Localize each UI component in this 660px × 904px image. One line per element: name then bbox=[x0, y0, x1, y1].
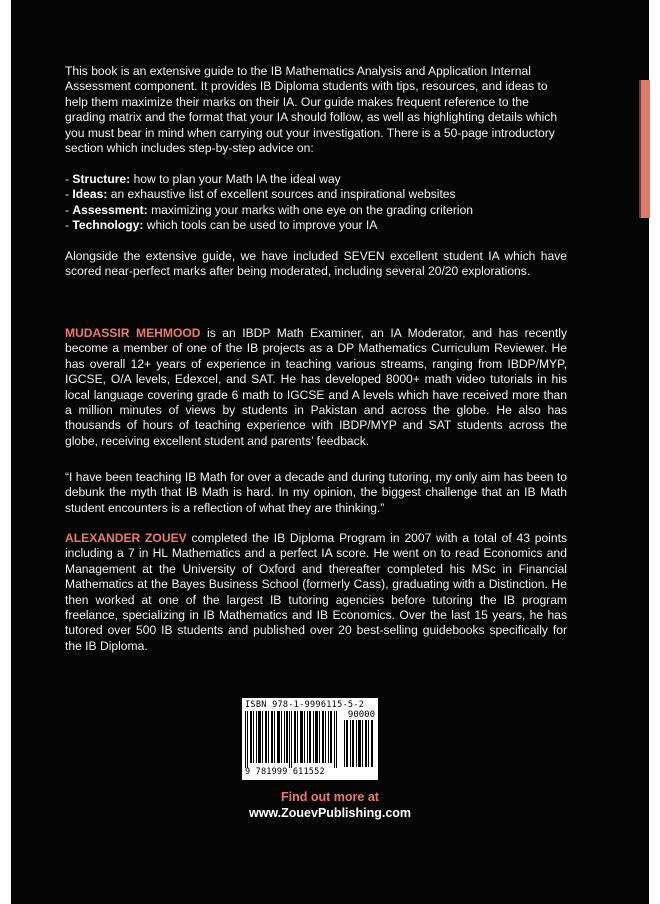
barcode-digits: 9 781999 611552 bbox=[245, 767, 325, 777]
author1-quote: “I have been teaching IB Math for over a decade and during tutoring, my only aim has been to debunk the myth that IB Math is hard. In my opinion, the biggest challenge that an IB Math student encounters is a reflection of what they are thinking.” bbox=[65, 470, 567, 515]
author1-name: MUDASSIR MEHMOOD bbox=[65, 326, 201, 340]
list-item: - Assessment: maximizing your marks with one eye on the grading criterion bbox=[65, 202, 474, 217]
author2-name: ALEXANDER ZOUEV bbox=[65, 531, 187, 545]
list-item: - Technology: which tools can be used to improve your IA bbox=[65, 218, 378, 233]
intro-paragraph bbox=[65, 64, 567, 156]
accent-bar bbox=[641, 80, 650, 218]
isbn-label: ISBN 978-1-9996115-5-2 bbox=[245, 700, 365, 710]
find-out-label: Find out more at bbox=[281, 790, 379, 804]
addon-bars-icon bbox=[344, 720, 375, 767]
website-link[interactable]: www.ZouevPublishing.com bbox=[248, 806, 412, 820]
author2-bio: ALEXANDER ZOUEV completed the IB Diploma Program in 2007 with a total of 43 points including a 7 in HL Mathematics and a perfect IA score. He went on to read Economics and Management at the University of Oxford and thereafter completed his MSc in Financial Mathematics at the Bayes Business School (formerly Cass), graduating with a Distinction. He then worked at one of the largest IB tutoring agencies before tutoring the IB program freelance, specializing in IB Mathematics and IB Economics. Over the last 15 years, he has tutored over 500 IB students and published over 20 best-selling guidebooks specifically for the IB Diploma. bbox=[65, 531, 567, 653]
list-item: - Structure: how to plan your Math IA the ideal way bbox=[65, 172, 341, 186]
barcode-bars-icon bbox=[245, 711, 341, 768]
list-item: - Ideas: an exhaustive list of excellent sources and inspirational websites bbox=[65, 187, 456, 202]
author1-bio: MUDASSIR MEHMOOD is an IBDP Math Examiner, an IA Moderator, and has recently become a member of one of the IB projects as a DP Mathematics Curriculum Reviewer. He has overall 12+ years of experience in teaching various streams, ranging from IBDP/MYP, IGCSE, O/A levels, Edexcel, and SAT. He has developed 8000+ math video tutorials in his local language covering grade 6 math to IGCSE and A levels which have received more than a million minutes of views by students in Pakistan and across the globe. He also has thousands of hours of teaching experience with IBDP/MYP and SAT students across the globe, receiving excellent student and parents’ feedback. bbox=[65, 326, 567, 448]
price-code: 90000 bbox=[347, 710, 375, 720]
isbn-barcode bbox=[242, 698, 378, 780]
feature-list bbox=[65, 172, 567, 234]
student-ia-paragraph: Alongside the extensive guide, we have included SEVEN excellent student IA which have scored near-perfect marks after being moderated, including several 20/20 explorations. bbox=[65, 249, 567, 279]
intro-text: This book is an extensive guide to the IB Mathematics Analysis and Application Internal Assessment component. It provides IB Diploma students with tips, resources, and ideas to help them maximize their marks on their IA. Our guide makes frequent reference to the grading matrix and the format that your IA should follow, as well as highlighting details which you must bear in mind when carrying out your investigation. There is a 50-page introductory section which includes step-by-step advice on: bbox=[65, 64, 558, 156]
